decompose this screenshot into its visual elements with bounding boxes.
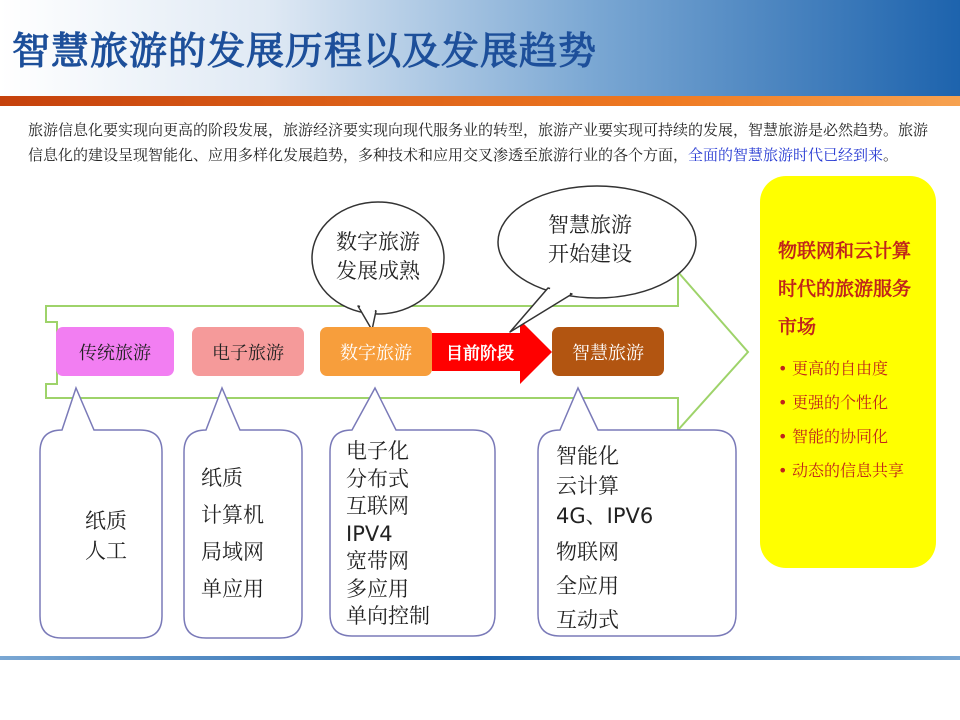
stage-traditional: 传统旅游 — [56, 327, 174, 376]
bubble-smart-line: 智慧旅游 — [548, 213, 632, 237]
bullet-icon: • — [778, 393, 788, 412]
callout-item: 分布式 — [346, 466, 409, 491]
future-item-text: 动态的信息共享 — [792, 461, 905, 480]
future-box-title: 物联网和云计算时代的旅游服务市场 — [778, 240, 912, 338]
list-item — [778, 420, 928, 454]
callout-item: 多应用 — [346, 576, 409, 601]
future-item-text: 更高的自由度 — [792, 359, 889, 378]
callout-item: 全应用 — [556, 574, 619, 598]
bubble-smart-text — [530, 211, 650, 269]
bubble-smart-line: 开始建设 — [548, 242, 632, 266]
intro-highlight: 全面的智慧旅游时代已经到来 — [688, 146, 884, 164]
bullet-icon: • — [778, 461, 788, 480]
footer-rule — [0, 656, 960, 660]
callout-item: 计算机 — [201, 503, 264, 527]
list-item — [778, 454, 928, 488]
callout-item: 电子化 — [346, 439, 409, 463]
future-item-text: 更强的个性化 — [792, 393, 889, 412]
intro-text: 旅游信息化要实现向更高的阶段发展，旅游经济要实现向现代服务业的转型，旅游产业要实现可持续的发展，智慧旅游是必然趋势。旅游信息化的建设呈现智能化、应用多样化发展趋势，多种技术和应用交叉渗透至旅游行业的各个方面， — [28, 121, 929, 164]
callout-item: 人工 — [85, 539, 127, 563]
callout-digital-text — [346, 438, 430, 631]
bubble-digital-text — [318, 228, 438, 286]
callout-item: 云计算 — [556, 474, 619, 498]
callout-item: IPV4 — [346, 521, 393, 546]
stage-digital: 数字旅游 — [320, 327, 432, 376]
intro-end: 。 — [883, 146, 899, 164]
callout-traditional-text — [85, 506, 127, 566]
callout-item: 宽带网 — [346, 549, 409, 573]
future-item-text: 智能的协同化 — [792, 427, 889, 446]
callout-item: 互联网 — [346, 494, 409, 518]
list-item — [778, 386, 928, 420]
callout-item: 4G、IPV6 — [556, 504, 654, 528]
callout-item: 单应用 — [201, 577, 264, 601]
page-title: 智慧旅游的发展历程以及发展趋势 — [12, 29, 598, 73]
stage-electronic: 电子旅游 — [192, 327, 304, 376]
bubble-digital-line: 发展成熟 — [336, 259, 420, 283]
bullet-icon: • — [778, 427, 788, 446]
future-market-box — [760, 176, 936, 568]
callout-item: 物联网 — [556, 540, 619, 564]
callout-smart-text — [556, 441, 653, 635]
callout-item: 单向控制 — [346, 604, 430, 628]
callout-item: 智能化 — [556, 444, 619, 468]
callout-item: 纸质 — [85, 509, 127, 533]
callout-electronic-text — [201, 460, 264, 608]
bubble-digital-line: 数字旅游 — [336, 230, 420, 254]
future-box-list — [778, 352, 928, 488]
current-stage-label: 目前阶段 — [446, 344, 514, 364]
stage-smart: 智慧旅游 — [552, 327, 664, 376]
callout-item: 纸质 — [201, 466, 243, 490]
callout-item: 互动式 — [556, 608, 619, 632]
callout-item: 局域网 — [201, 540, 264, 564]
bullet-icon: • — [778, 359, 788, 378]
list-item — [778, 352, 928, 386]
